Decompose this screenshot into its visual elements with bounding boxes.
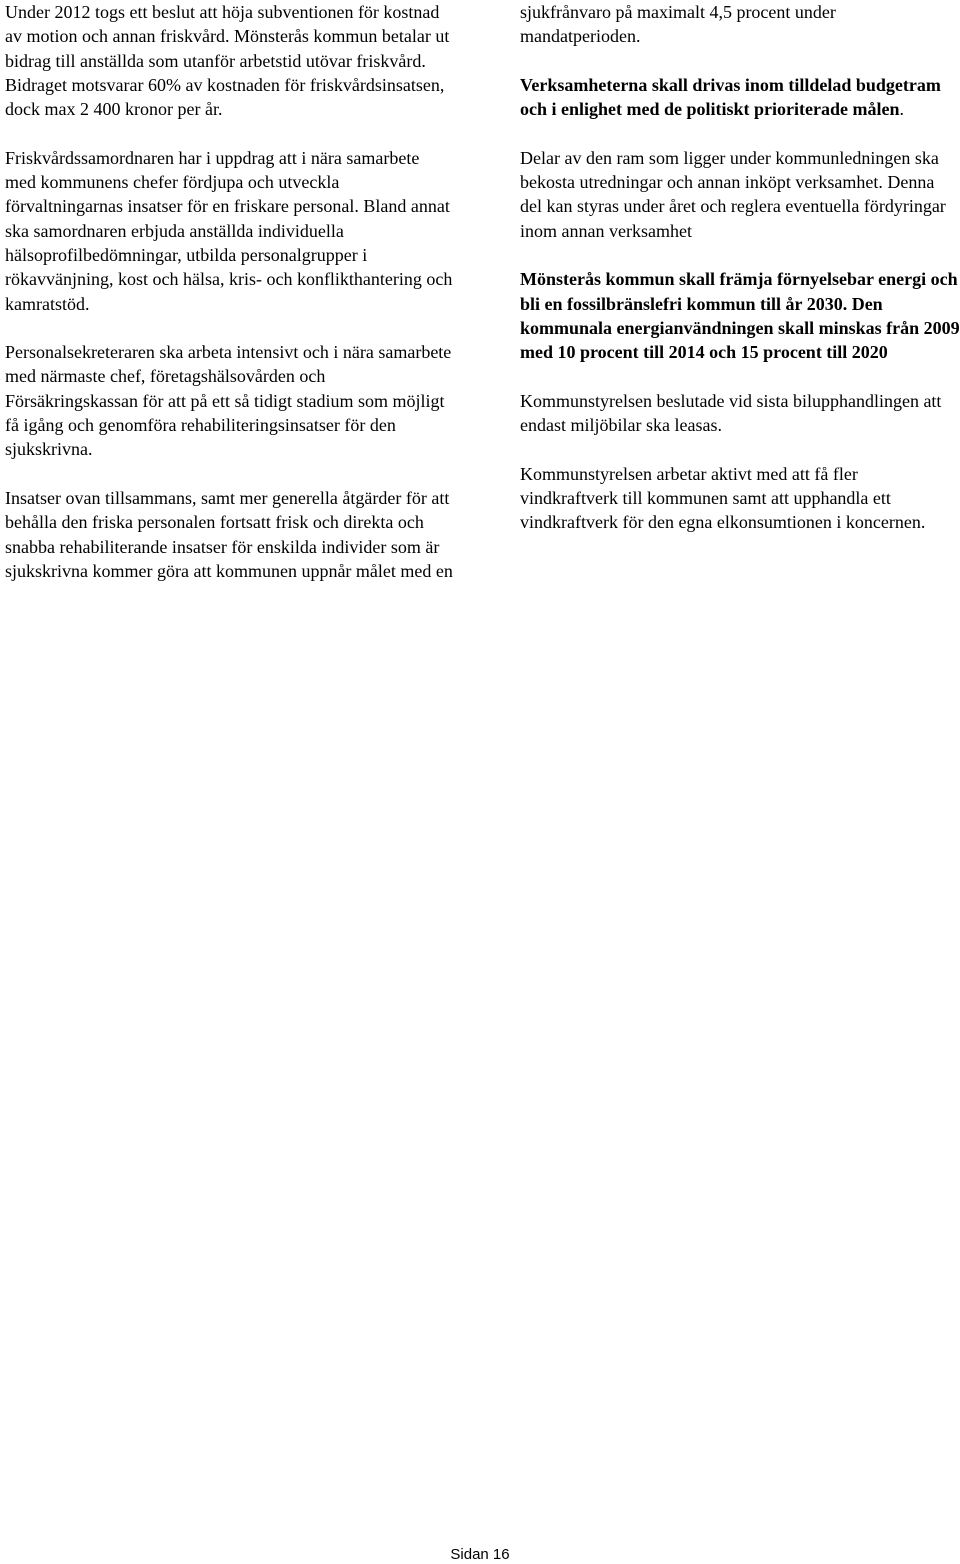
paragraph-vindkraft: Kommunstyrelsen arbetar aktivt med att få fler vindkraftverk till kommunen samt att upphandla ett vindkraftverk för den egna elkonsumtionen i koncernen. bbox=[520, 463, 926, 533]
paragraph-insatser: Insatser ovan tillsammans, samt mer generella åtgärder för att behålla den friska personalen fortsatt frisk och direkta och snabba rehabiliterande insatser för enskilda individer som är sjukskrivna kommer göra att kommunen uppnår målet med en bbox=[5, 487, 453, 581]
paragraph-friskvard-subvention: Under 2012 togs ett beslut att höja subventionen för kostnad av motion och annan friskvård. Mönsterås kommun betalar ut bidrag till anställda som utanför arbetstid utövar friskvård. Bidraget motsvarar 60% av kostnaden för friskvårdsinsatsen, dock max 2 400 kronor per år. bbox=[5, 2, 450, 120]
budgetram-goal-period: . bbox=[899, 99, 904, 120]
paragraph-sjukfranvaro: sjukfrånvaro på maximalt 4,5 procent under mandatperioden. bbox=[520, 2, 836, 47]
left-column bbox=[5, 0, 453, 607]
paragraph-kommunledning-ram: Delar av den ram som ligger under kommunledningen ska bekosta utredningar och annan inköpt verksamhet. Denna del kan styras under året och reglera eventuella fördyringar inom annan verksamhet bbox=[520, 147, 946, 241]
paragraph-energi-goal: Mönsterås kommun skall främja förnyelsebar energi och bli en fossilbränslefri kommun till år 2030. Den kommunala energianvändningen skall minskas från 2009 med 10 procent till 2014 och 15 procent till 2020 bbox=[520, 269, 960, 363]
right-column bbox=[520, 0, 960, 559]
budgetram-goal-bold: Verksamheterna skall drivas inom tilldelad budgetram och i enlighet med de politiskt prioriterade målen bbox=[520, 74, 941, 120]
paragraph-miljobilar: Kommunstyrelsen beslutade vid sista bilupphandlingen att endast miljöbilar ska leasas. bbox=[520, 390, 942, 436]
paragraph-budgetram-goal bbox=[520, 73, 960, 122]
paragraph-personalsekreterare: Personalsekreteraren ska arbeta intensivt och i nära samarbete med närmaste chef, företagshälsovården och Försäkringskassan för att på ett så tidigt stadium som möjligt få igång och genomföra rehabiliteringsinsatser för den sjukskrivna. bbox=[5, 342, 452, 460]
paragraph-friskvardssamordnare: Friskvårdssamordnaren har i uppdrag att i nära samarbete med kommunens chefer fördjupa och utveckla förvaltningarnas insatser för en friskare personal. Bland annat ska samordnaren erbjuda anställda individuella hälsoprofilbedömningar, utbilda personalgrupper i rökavvänjning, kost och hälsa, kris- och konflikthantering och kamratstöd. bbox=[5, 147, 453, 314]
page-number: Sidan 16 bbox=[450, 1546, 510, 1563]
